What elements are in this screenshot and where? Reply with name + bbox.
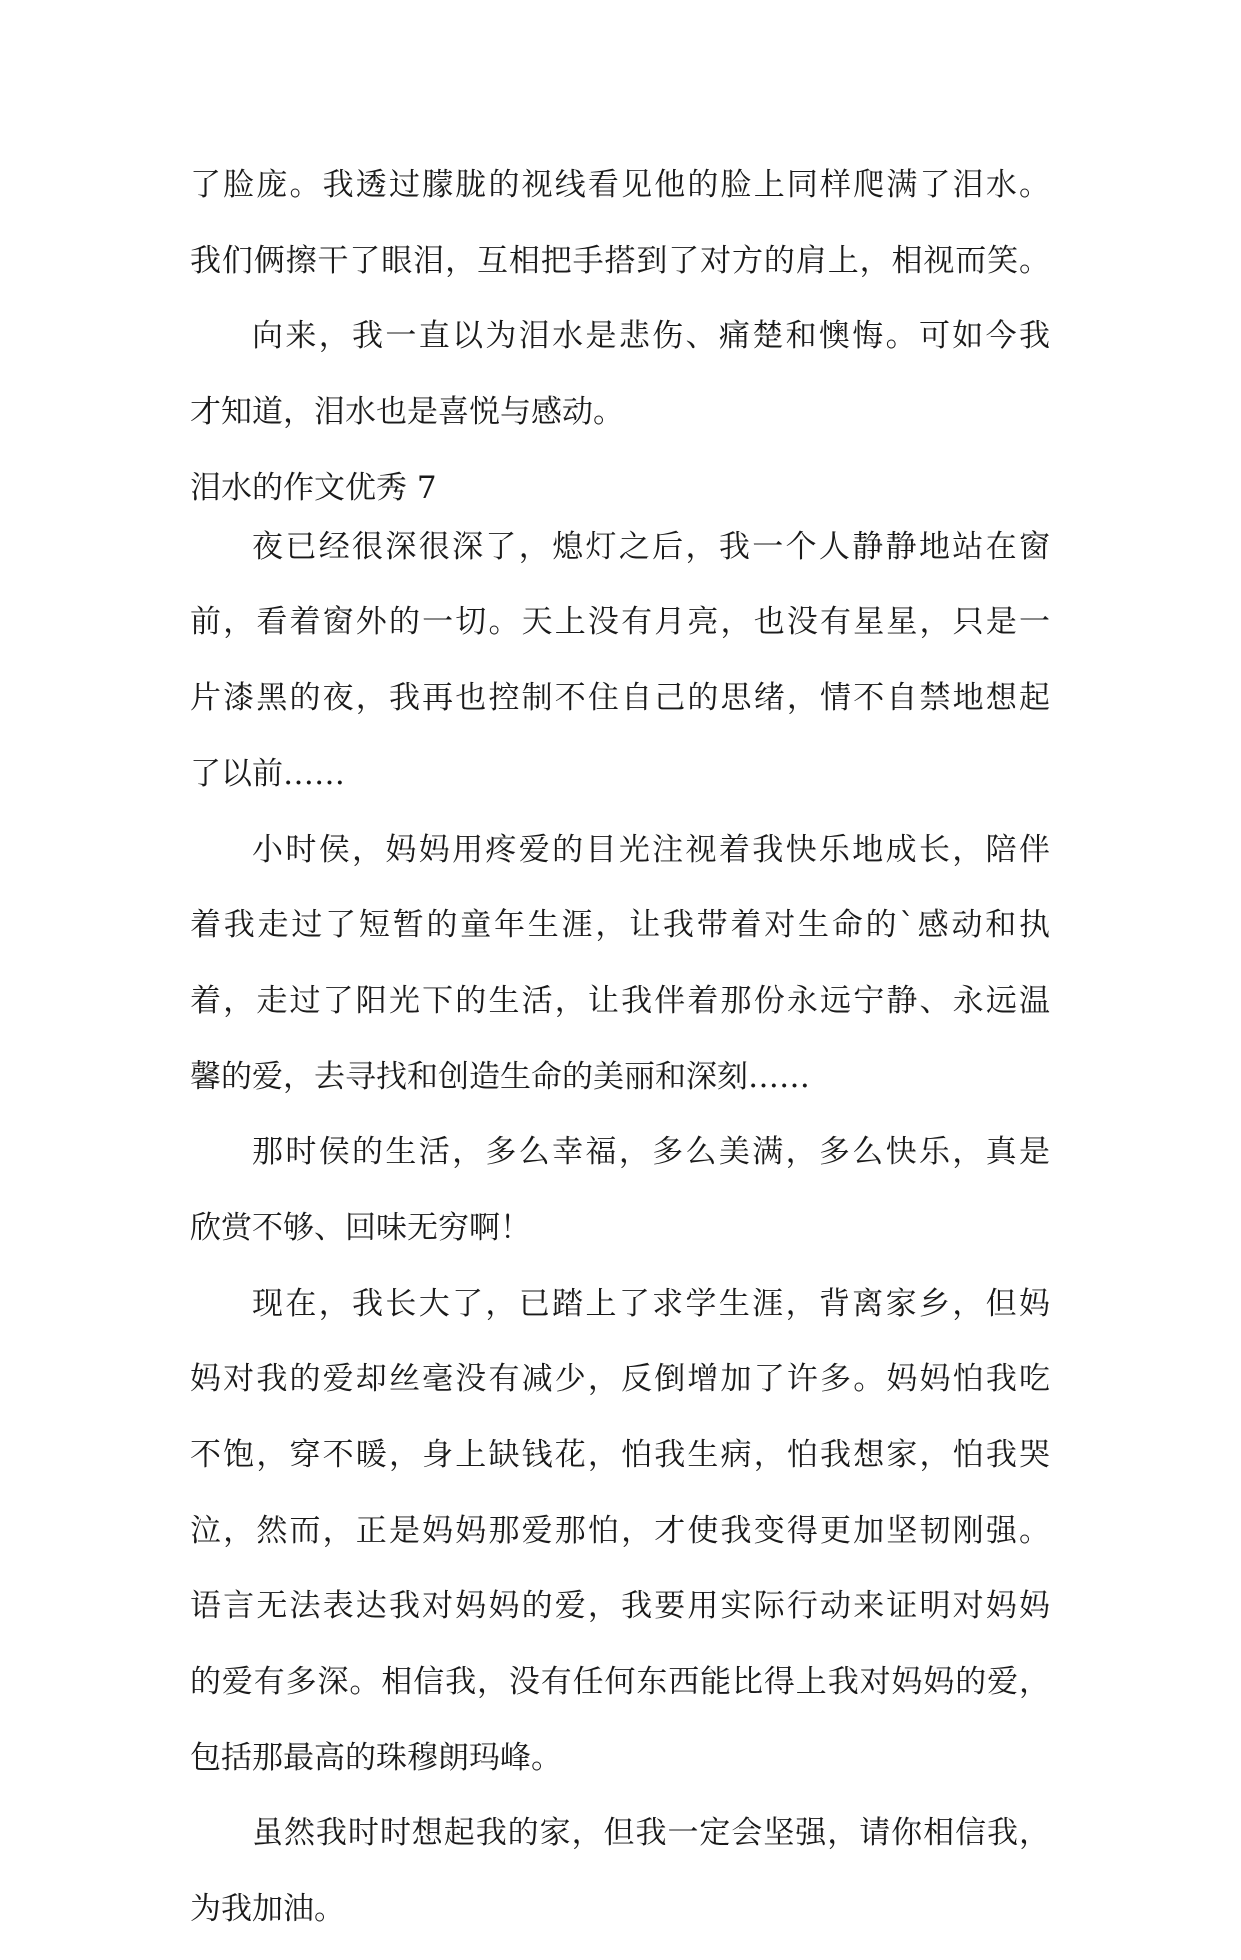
text-line: 了以前…… <box>190 755 345 792</box>
text-line: 泣，然而，正是妈妈那爱那怕，才使我变得更加坚韧刚强。 <box>190 1512 1050 1549</box>
section-heading: 泪水的作文优秀 7 <box>190 469 437 506</box>
text-line: 为我加油。 <box>190 1891 345 1928</box>
paragraph-first-line: 向来，我一直以为泪水是悲伤、痛楚和懊悔。可如今我 <box>252 318 1050 355</box>
text-line: 才知道，泪水也是喜悦与感动。 <box>190 394 624 431</box>
paragraph-first-line: 夜已经很深很深了，熄灯之后，我一个人静静地站在窗 <box>252 528 1050 565</box>
text-line: 语言无法表达我对妈妈的爱，我要用实际行动来证明对妈妈 <box>190 1588 1050 1625</box>
text-line: 的爱有多深。相信我，没有任何东西能比得上我对妈妈的爱， <box>190 1664 1050 1701</box>
text-line: 着我走过了短暂的童年生涯，让我带着对生命的`感动和执 <box>190 907 1050 944</box>
paragraph-first-line: 虽然我时时想起我的家，但我一定会坚强，请你相信我， <box>252 1815 1050 1852</box>
paragraph-first-line: 那时侯的生活，多么幸福，多么美满，多么快乐，真是 <box>252 1134 1050 1171</box>
text-line: 前，看着窗外的一切。天上没有月亮，也没有星星，只是一 <box>190 604 1050 641</box>
text-line: 不饱，穿不暖，身上缺钱花，怕我生病，怕我想家，怕我哭 <box>190 1437 1050 1473</box>
text-line: 我们俩擦干了眼泪，互相把手搭到了对方的肩上，相视而笑。 <box>190 242 1050 279</box>
text-line: 片漆黑的夜，我再也控制不住自己的思绪，情不自禁地想起 <box>190 680 1050 717</box>
text-line: 着，走过了阳光下的生活，让我伴着那份永远宁静、永远温 <box>190 982 1050 1019</box>
document-body <box>190 160 1050 1960</box>
text-line: 妈对我的爱却丝毫没有减少，反倒增加了许多。妈妈怕我吃 <box>190 1361 1050 1398</box>
text-line: 了脸庞。我透过朦胧的视线看见他的脸上同样爬满了泪水。 <box>190 167 1050 203</box>
text-line: 包括那最高的珠穆朗玛峰。 <box>190 1739 562 1776</box>
text-line: 欣赏不够、回味无穷啊！ <box>190 1209 531 1246</box>
paragraph-first-line: 小时侯，妈妈用疼爱的目光注视着我快乐地成长，陪伴 <box>252 831 1050 868</box>
paragraph-first-line: 现在，我长大了，已踏上了求学生涯，背离家乡，但妈 <box>252 1285 1050 1322</box>
text-line: 馨的爱，去寻找和创造生命的美丽和深刻…… <box>190 1058 810 1095</box>
